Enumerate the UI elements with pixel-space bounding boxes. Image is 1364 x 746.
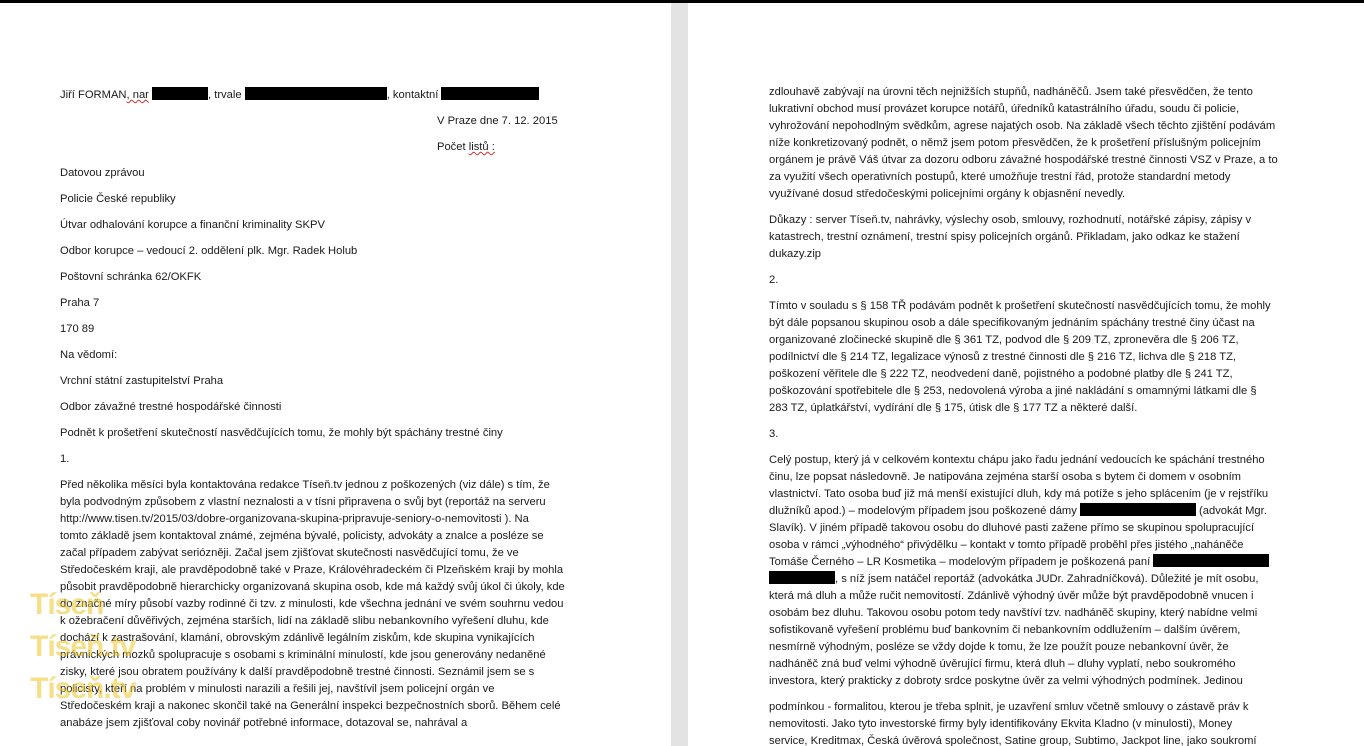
body-line: která má dluh a může ručit nemovitostí. Zdánlivě výhodný úvěr může být pravděpodobně vnucen i — [769, 590, 1254, 602]
body-line: Důkazy : server Tíseň.tv, nahrávky, výslechy osob, smlouvy, rozhodnutí, notářské zápisy, zápisy v — [769, 214, 1252, 226]
body-line: organizované zločinecké skupině dle § 361 TZ, podvod dle § 209 TZ, zpronevěra dle § 206 TZ, — [769, 334, 1239, 346]
body-line: poškozování spotřebitele dle § 253, nedovolená výroba a jiné nakládání s omamnými látkami dle § — [769, 385, 1257, 397]
body-line: anabáze jsem zjišťoval coby novinář potřebné informace, dotazoval se, nahrával a — [60, 717, 468, 729]
evidence-link[interactable]: dukazy.zip — [769, 248, 822, 260]
body-line: policisty, kteří na problém v minulosti narazili a řešili jej, navštívil jsem policejní orgán ve — [60, 683, 495, 695]
body-line: lukrativní obchod musí provázet korupce notářů, úředníků katastrálního úřadu, soudu či policie, — [769, 103, 1240, 115]
evidence-paragraph — [769, 212, 1301, 263]
body-text: (advokát Mgr. — [1199, 505, 1267, 517]
body-line: tomto základě jsem kontaktoval známé, zejména bývalé, policisty, advokáty a znalce a posléze se — [60, 530, 544, 542]
right-page-content — [769, 84, 1301, 746]
body-text: Tomáše Černého – LR Kosmetika – modelovým případem je poškozená paní — [769, 556, 1151, 568]
sender-name: Jiří FORMAN — [60, 89, 127, 101]
body-line: http://www.tisen.tv/2015/03/dobre-organizovana-skupina-pripravuje-seniory-o-nemovitosti ). Na — [60, 513, 529, 525]
body-paragraph — [769, 298, 1301, 417]
body-line: Středočeském kraji a nakonec skončil také na Generální inspekci bezpečnostních sborů. Během celé — [60, 700, 561, 712]
body-line: dochází k zastrašování, klamání, obrovským zdánlivě legálním ziskům, kde skupina vynikajících — [60, 632, 535, 644]
body-line: zdlouhavě zabývají na úrovni těch nejnižších stupňů, nadháněčů. Jsem také přesvědčen, že tento — [769, 86, 1253, 98]
sender-header — [60, 87, 580, 104]
body-paragraph — [769, 452, 1301, 690]
body-paragraph — [769, 84, 1301, 203]
sheet-count — [60, 139, 580, 156]
body-line: působit pravděpodobně hierarchicky organizovaná skupina osob, kde má každý svůj úkol či úkoly, kde — [60, 581, 565, 593]
body-line-with-redaction — [769, 503, 1301, 520]
body-line: podmínkou - formalitou, kterou je třeba splnit, je uzavření smluv včetně smlouvy o zástavě práv k — [769, 701, 1249, 713]
address-line: 170 89 — [60, 323, 95, 335]
redaction-name — [769, 571, 835, 584]
redaction-birthdate — [152, 87, 208, 100]
body-line: poškození věřitele dle § 222 TZ, neodvedení daně, pojistného a podobné platby dle § 241 TZ, — [769, 368, 1233, 380]
address-line: Na vědomí: — [60, 349, 118, 361]
body-line: podílnictví dle § 214 TZ, legalizace výnosů z trestné činnosti dle § 216 TZ, lichva dle § 218 TZ, — [769, 351, 1237, 363]
body-text: dlužníků apod.) – modelovým případem jsou poškozené dámy — [769, 505, 1077, 517]
address-line: Odbor závažné trestné hospodářské činnosti — [60, 401, 282, 413]
body-line: investora, který prakticky z dobroty srdce poskytne úvěr za velmi výhodných podmínek. Jedinou — [769, 675, 1243, 687]
body-line: Středočeském kraji, ale pravděpodobně také v Praze, Královéhradeckém či Plzeňském kraji by mohla — [60, 564, 564, 576]
watermark-overlay — [30, 588, 330, 728]
body-line-with-redaction — [769, 571, 1301, 588]
body-line: být dále popsanou skupinou osob a dále specifikovaným jednáním spáchány trestné činy účast na — [769, 317, 1255, 329]
document-page-right — [688, 3, 1364, 746]
body-line: za využití všech operativních postupů, které umožňuje trestní řád, protože standardní metody — [769, 171, 1231, 183]
address-line: Datovou zprávou — [60, 167, 145, 179]
address-line: Útvar odhalování korupce a finanční kriminality SKPV — [60, 219, 325, 231]
address-line: Odbor korupce – vedoucí 2. oddělení plk. Mgr. Radek Holub — [60, 245, 358, 257]
born-label: , nar — [126, 89, 149, 101]
body-line: právnických mozků spolupracuje s osobami s kriminální minulostí, kde jsou generovány nedaněné — [60, 649, 546, 661]
body-line: vyhrožování nepohodlným svědkům, agrese najatých osob. Na základě všech těchto zjištění podávám — [769, 120, 1276, 132]
residence-label: , trvale — [208, 89, 242, 101]
body-line: orgánem je právě Váš útvar za dozoru odboru závažné hospodářské trestné činnosti VSZ v Praze, a to — [769, 154, 1278, 166]
body-line: service, Kreditmax, Česká úvěrová společnost, Satine group, Subtimo, Jackpot line, jako soukromí — [769, 735, 1257, 746]
body-line: vlastnictví. Tato osoba buď již má menší existující dluh, kdy má potíže s jeho splácením (je v rejstříku — [769, 488, 1269, 500]
body-line: osoba v rámci „výhodného“ přivýdělku – kontakt v tomto případě proběhl přes jistého „naháněče — [769, 539, 1244, 551]
watermark-text: Tíseň.tv — [30, 672, 136, 705]
document-page-left — [0, 3, 671, 746]
watermark-text: Tíseň.tv — [30, 630, 136, 663]
body-line: Slavík). V jiném případě takovou osobu do dluhové pasti zažene přímo se skupinou spolupracující — [769, 522, 1255, 534]
redaction-contact — [441, 87, 539, 100]
address-line: Vrchní státní zastupitelství Praha — [60, 375, 224, 387]
subject-line: Podnět k prošetření skutečností nasvědčujících tomu, že mohly být spáchány trestné činy — [60, 427, 503, 439]
section-number: 2. — [769, 274, 779, 286]
address-line: Policie České republiky — [60, 193, 176, 205]
redaction-names — [1080, 503, 1196, 516]
body-paragraph — [769, 699, 1301, 746]
body-line: níže konkretizovaný podnět, o němž jsem potom přesvědčen, že k prošetření příslušným policejním — [769, 137, 1261, 149]
address-line: Praha 7 — [60, 297, 100, 309]
body-line: nesmírně výhodným, posléze se vždy dojde k tomu, že lze použít pouze nebankovní úvěr, že — [769, 641, 1229, 653]
body-line: 283 TZ, úplatkářství, vydírání dle § 175, útisk dle § 177 TZ a některé další. — [769, 402, 1138, 414]
address-line: Poštovní schránka 62/OKFK — [60, 271, 202, 283]
body-line: k ožebračení důvěřivých, zejména starších, lidí na základě slibu nebankovního vyřešení dluhu, kde — [60, 615, 549, 627]
document-date: V Praze dne 7. 12. 2015 — [437, 115, 558, 127]
body-line: katastrech, trestní oznámení, trestní spisy policejních orgánů. Přikladam, jako odkaz ke stažení — [769, 231, 1240, 243]
body-line: osobám bez dluhu. Takovou osobu potom tedy navštíví tzv. nadháněč skupiny, který nabídne velmi — [769, 607, 1258, 619]
redaction-address — [245, 87, 387, 100]
section-number: 3. — [769, 428, 779, 440]
sheet-count-label: Počet — [437, 141, 466, 153]
redaction-name — [1153, 554, 1269, 567]
body-line: sofistikovaně vyřešení problému buď bankovním či nebankovním oddlužením – dalším úvěrem, — [769, 624, 1241, 636]
watermark-text: Tíseň — [30, 588, 104, 621]
body-line: začal případem zabývat seriózněji. Začal jsem zjišťovat skutečnosti nasvědčující tomu, že ve — [60, 547, 519, 559]
body-line: byla podvodným způsobem z vlastní neznalosti a v tísni připravena o svůj byt (reportáž na serveru — [60, 496, 546, 508]
sheet-count-word: listů : — [468, 141, 495, 153]
body-line: nemovitosti. Jako tyto investorské firmy byly identifikovány Ekvita Kladno (v minulosti), Money — [769, 718, 1233, 730]
body-line-with-redaction — [769, 554, 1301, 571]
body-line: činu, lze popsat následovně. Je natipována zejména starší osoba s bytem či domem v osobním — [769, 471, 1241, 483]
body-line: do značné míry působí vazby rodinné či tzv. z minulosti, kde všechna jednání ve svém souhrnu vedou — [60, 598, 564, 610]
body-text: , s níž jsem natáčel reportáž (advokátka JUDr. Zahradníčková). Důležité je mít osobu, — [835, 573, 1259, 585]
body-line: Před několika měsíci byla kontaktována redakce Tíseň.tv jednou z poškozených (viz dále) s tím, že — [60, 479, 550, 491]
body-line: Tímto v souladu s § 158 TŘ podávám podnět k prošetření skutečností nasvědčujících tomu, že mohly — [769, 300, 1271, 312]
section-number: 1. — [60, 453, 70, 465]
body-line: zisky, které jsou obratem používány k další pravděpodobně trestné činnosti. Seznámil jsem se s — [60, 666, 535, 678]
contact-label: , kontaktní — [386, 89, 439, 101]
body-line: nadháněč zná buď velmi výhodně úvěrující firmu, která dluh – dluhy vyplatí, nebo soukromého — [769, 658, 1236, 670]
body-line: Celý postup, který já v celkovém kontextu chápu jako řadu jednání vedoucích ke spáchání trestného — [769, 454, 1265, 466]
body-line: využívané dosud středočeskými policejními orgány k objasnění nevedly. — [769, 188, 1126, 200]
